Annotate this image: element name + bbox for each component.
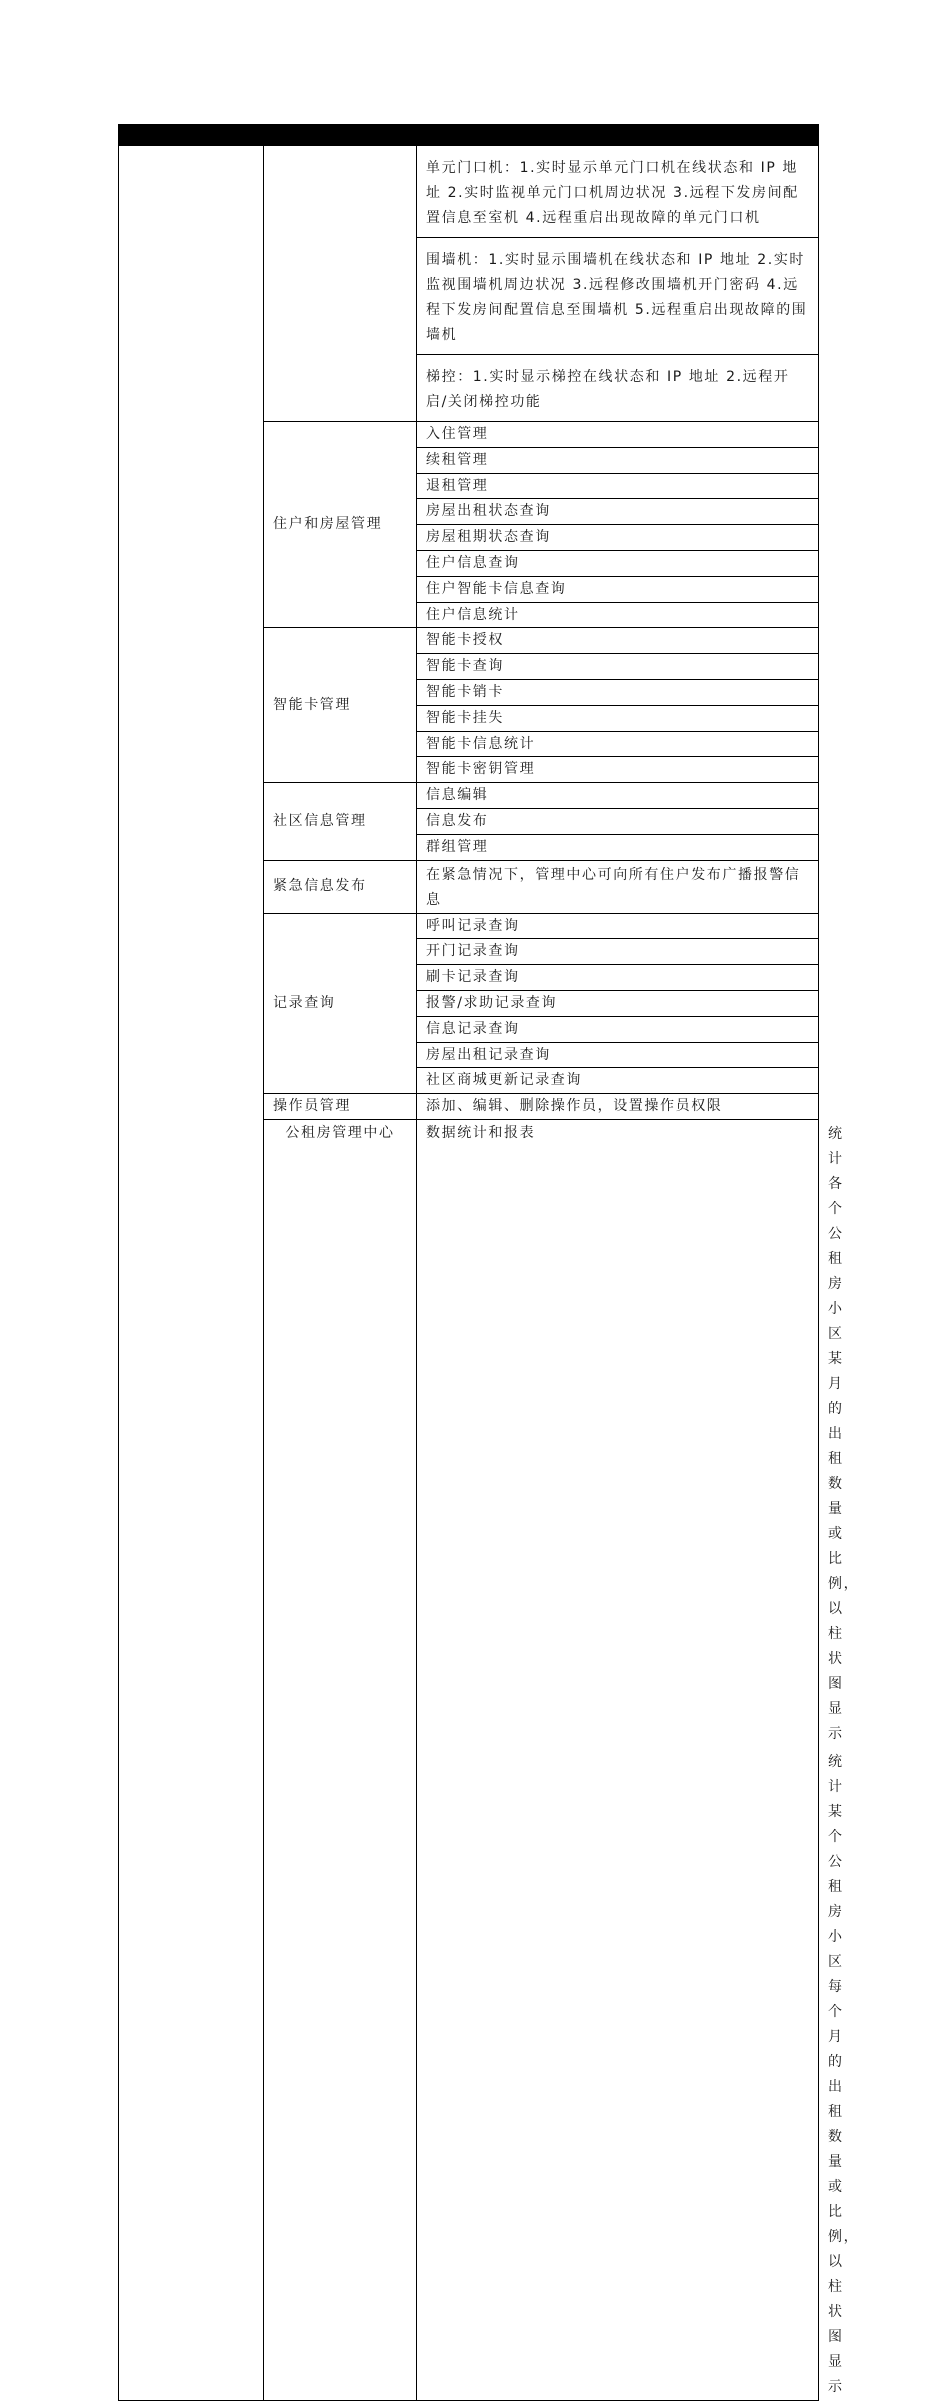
function-item: 住户信息统计 [417,602,819,628]
module-cell-blank [264,146,417,422]
table-row: 公租房管理中心 数据统计和报表 统计各个公租房小区某月的出租数量或比例，以柱状图显示 [119,1119,819,1747]
function-item: 信息编辑 [417,783,819,809]
function-item: 退租管理 [417,473,819,499]
header-cell-1 [119,125,264,146]
table-row [119,146,819,238]
function-item: 报警/求助记录查询 [417,990,819,1016]
table-row: 统计某个公租房小区每个月的出租数量或比例，以柱状图显示 [828,1753,860,2395]
module-name: 紧急信息发布 [264,860,417,913]
function-item: 续租管理 [417,447,819,473]
header-cell-2 [264,125,417,146]
module-name: 智能卡管理 [264,628,417,783]
function-item: 住户信息查询 [417,550,819,576]
function-item: 智能卡密钥管理 [417,757,819,783]
device-row-unit-door: 单元门口机：1.实时显示单元门口机在线状态和 IP 地址 2.实时监视单元门口机周边状况 3.远程下发房间配置信息至室机 4.远程重启出现故障的单元门口机 [417,146,819,238]
function-item: 刷卡记录查询 [417,965,819,991]
function-item: 智能卡挂失 [417,705,819,731]
function-item: 信息发布 [417,808,819,834]
function-item: 在紧急情况下，管理中心可向所有住户发布广播报警信息 [417,860,819,913]
function-item: 信息记录查询 [417,1016,819,1042]
function-item: 入住管理 [417,422,819,448]
module-name: 操作员管理 [264,1094,417,1120]
module-name: 社区信息管理 [264,783,417,860]
function-item: 社区商城更新记录查询 [417,1068,819,1094]
system-name: 公租房管理中心 [264,1119,417,2400]
function-item: 呼叫记录查询 [417,913,819,939]
module-name: 数据统计和报表 [417,1119,819,2400]
system-cell-blank [119,146,264,2401]
function-item: 房屋出租记录查询 [417,1042,819,1068]
function-item: 智能卡授权 [417,628,819,654]
function-item: 智能卡信息统计 [417,731,819,757]
function-item: 智能卡销卡 [417,679,819,705]
function-item: 开门记录查询 [417,939,819,965]
function-item: 智能卡查询 [417,654,819,680]
function-item: 群组管理 [417,834,819,860]
header-cell-3 [417,125,819,146]
function-table [118,124,860,2401]
device-row-elevator: 梯控：1.实时显示梯控在线状态和 IP 地址 2.远程开启/关闭梯控功能 [417,355,819,422]
module-name: 记录查询 [264,913,417,1094]
module-name: 住户和房屋管理 [264,422,417,628]
device-row-wall: 围墙机：1.实时显示围墙机在线状态和 IP 地址 2.实时监视围墙机周边状况 3.远程修改围墙机开门密码 4.远程下发房间配置信息至围墙机 5.远程重启出现故障的围墙机 [417,238,819,355]
table-header-row [119,125,819,146]
function-item: 房屋出租状态查询 [417,499,819,525]
function-item: 添加、编辑、删除操作员，设置操作员权限 [417,1094,819,1120]
function-item: 住户智能卡信息查询 [417,576,819,602]
function-item: 房屋租期状态查询 [417,525,819,551]
